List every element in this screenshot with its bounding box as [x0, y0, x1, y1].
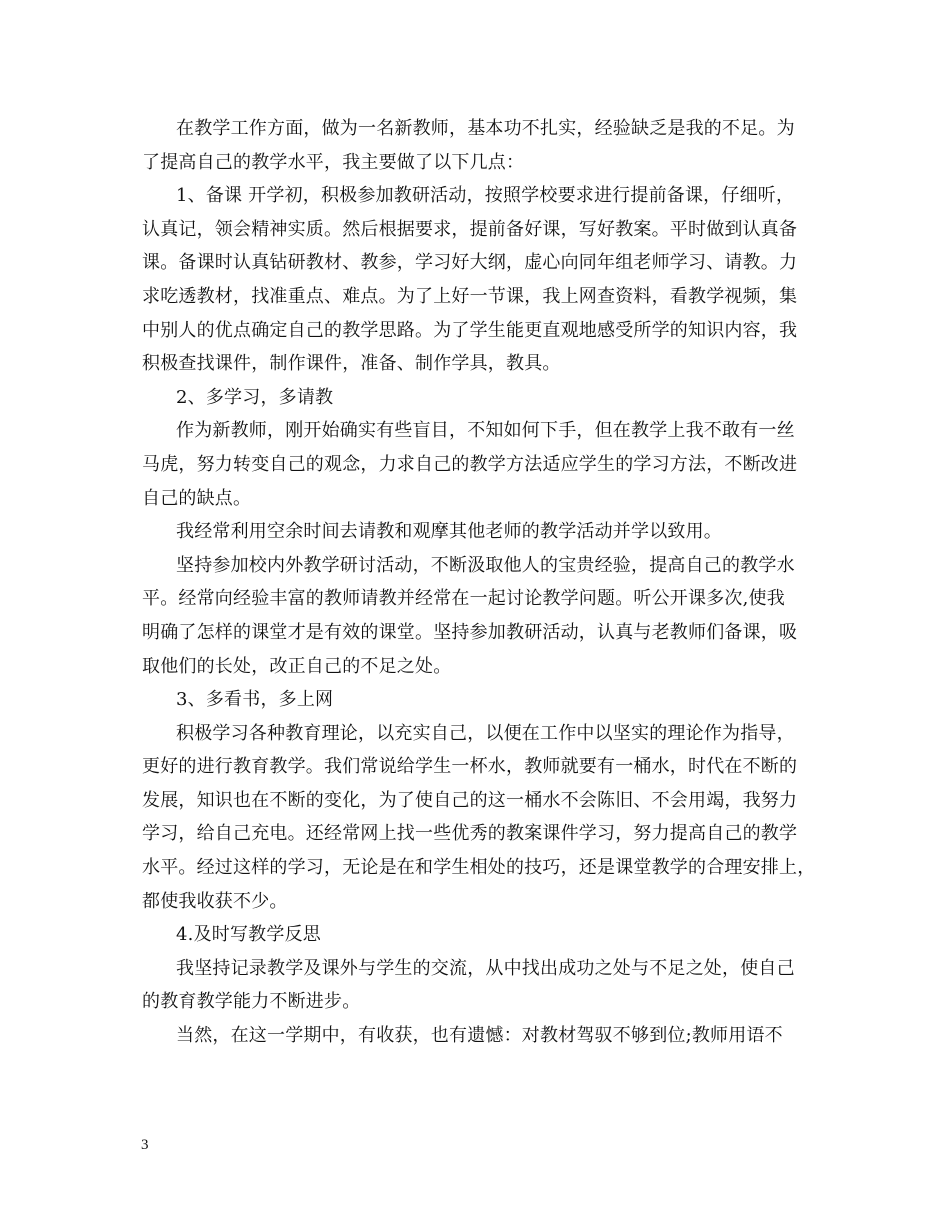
paragraph-line: 水平。经过这样的学习，无论是在和学生相处的技巧，还是课堂教学的合理安排上， — [142, 857, 816, 879]
paragraph-line: 都使我收获不少。 — [142, 890, 288, 912]
paragraph-line: 我经常利用空余时间去请教和观摩其他老师的教学活动并学以致用。 — [176, 521, 722, 543]
paragraph-line: 学习，给自己充电。还经常网上找一些优秀的教案课件学习，努力提高自己的教学 — [142, 823, 798, 845]
document-body — [142, 112, 832, 1053]
paragraph-line: 坚持参加校内外教学研讨活动，不断汲取他人的宝贵经验，提高自己的教学水 — [176, 554, 795, 576]
paragraph-line: 更好的进行教育教学。我们常说给学生一杯水，教师就要有一桶水，时代在不断的 — [142, 756, 798, 778]
paragraph-line: 的教育教学能力不断进步。 — [142, 991, 361, 1013]
paragraph-line: 取他们的长处，改正自己的不足之处。 — [142, 655, 452, 677]
paragraph-line: 当然，在这一学期中，有收获，也有遗憾：对教材驾驭不够到位;教师用语不 — [176, 1025, 783, 1047]
section-heading: 3、多看书，多上网 — [176, 689, 334, 711]
section-heading: 2、多学习，多请教 — [176, 386, 334, 408]
paragraph-line: 马虎，努力转变自己的观念，力求自己的教学方法适应学生的学习方法，不断改进 — [142, 453, 798, 475]
paragraph-line: 1、备课 开学初，积极参加教研活动，按照学校要求进行提前备课，仔细听， — [176, 185, 795, 207]
paragraph-line: 积极学习各种教育理论，以充实自己，以便在工作中以坚实的理论作为指导， — [176, 722, 795, 744]
paragraph-line: 课。备课时认真钻研教材、教参，学习好大纲，虚心向同年组老师学习、请教。力 — [142, 252, 798, 274]
paragraph-line: 中别人的优点确定自己的教学思路。为了学生能更直观地感受所学的知识内容，我 — [142, 319, 798, 341]
paragraph-line: 积极查找课件，制作课件，准备、制作学具，教具。 — [142, 353, 561, 375]
paragraph-line: 作为新教师，刚开始确实有些盲目，不知如何下手，但在教学上我不敢有一丝 — [176, 420, 795, 442]
page-number: 3 — [141, 1137, 149, 1153]
paragraph-line: 发展，知识也在不断的变化，为了使自己的这一桶水不会陈旧、不会用竭，我努力 — [142, 789, 798, 811]
paragraph-line: 在教学工作方面，做为一名新教师，基本功不扎实，经验缺乏是我的不足。为 — [176, 118, 795, 139]
paragraph-line: 平。经常向经验丰富的教师请教并经常在一起讨论教学问题。听公开课多次,使我 — [142, 588, 785, 610]
paragraph-line: 了提高自己的教学水平，我主要做了以下几点： — [142, 151, 525, 173]
section-heading: 4.及时写教学反思 — [176, 924, 321, 946]
paragraph-line: 自己的缺点。 — [142, 487, 252, 509]
paragraph-line: 求吃透教材，找准重点、难点。为了上好一节课，我上网查资料，看教学视频，集 — [142, 285, 798, 307]
paragraph-line: 认真记，领会精神实质。然后根据要求，提前备好课，写好教案。平时做到认真备 — [142, 218, 798, 240]
paragraph-line: 明确了怎样的课堂才是有效的课堂。坚持参加教研活动，认真与老教师们备课，吸 — [142, 621, 798, 643]
paragraph-line: 我坚持记录教学及课外与学生的交流，从中找出成功之处与不足之处，使自己 — [176, 957, 795, 979]
